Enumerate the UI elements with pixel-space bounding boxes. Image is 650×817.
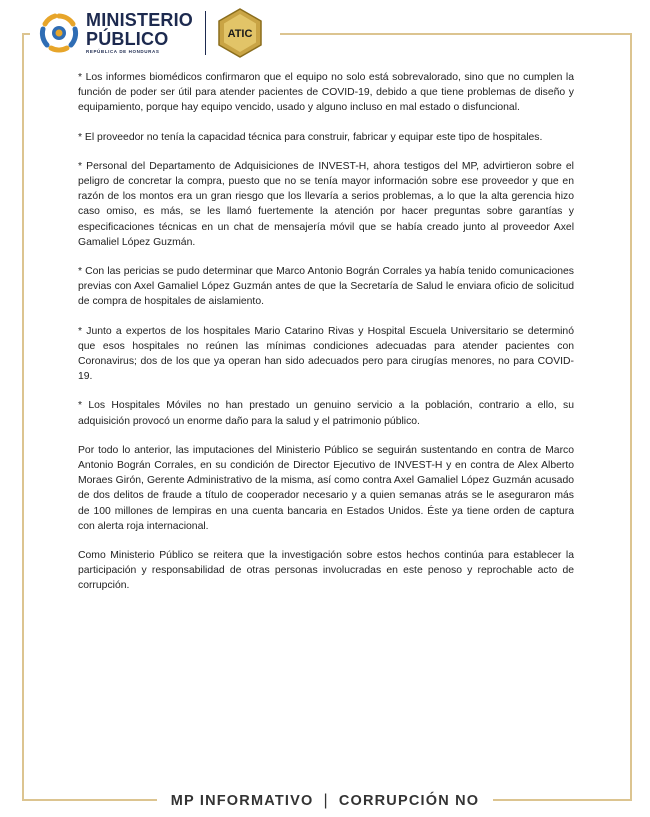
atic-badge-text: ATIC	[227, 28, 253, 40]
paragraph: * Personal del Departamento de Adquisiciones de INVEST-H, ahora testigos del MP, advirtieron sobre el peligro de concretar la compra, puesto que no se tenía mayor información sobre ese proveedor y que en razón de los montos era un gran riesgo que los llevaría a serios problemas, a lo que la alta gerencia hizo caso omiso, es más, se les llamó fuertemente la atención por hacer preguntas sobre garantías y especificaciones técnicas en un chat de mensajería móvil que se había creado junto al proveedor Axel Gamaliel López Guzmán.	[78, 160, 574, 248]
paragraph: * Los Hospitales Móviles no han prestado un genuino servicio a la población, contrario a ello, su adquisición provocó un enorme daño para la salud y el patrimonio público.	[78, 400, 574, 427]
footer-separator: |	[323, 792, 329, 809]
ministerio-publico-emblem-icon	[38, 12, 80, 54]
logo-divider	[205, 11, 206, 55]
org-subtitle: REPÚBLICA DE HONDURAS	[86, 49, 160, 55]
header-logos	[38, 8, 264, 58]
paragraph: * Con las pericias se pudo determinar que Marco Antonio Bográn Corrales ya había tenido comunicaciones previas con Axel Gamaliel López Guzmán antes de que la Secretaría de Salud le enviara oficio de solicitud de compra de hospitales de aislamiento.	[78, 266, 574, 308]
footer-right-label: CORRUPCIÓN NO	[338, 793, 480, 809]
org-name-line2: PÚBLICO	[86, 29, 169, 50]
paragraph: * El proveedor no tenía la capacidad técnica para construir, fabricar y equipar este tipo de hospitales.	[78, 131, 543, 143]
footer	[0, 787, 650, 815]
paragraph: * Los informes biomédicos confirmaron que el equipo no solo está sobrevalorado, sino que no cumplen la función de poder ser útil para atender pacientes de COVID-19, debido a que tiene problemas de diseño y equipamiento, porque hay equipo vencido, usado y alguno incluso en mal estado o disfuncional.	[78, 72, 574, 114]
paragraph: Como Ministerio Público se reitera que la investigación sobre estos hechos continúa para establecer la participación y responsabilidad de otras personas involucradas en este penoso y reprochable acto de corrupción.	[78, 550, 574, 592]
footer-left-label: MP INFORMATIVO	[170, 793, 314, 809]
footer-banner	[157, 792, 494, 810]
org-name-line1: MINISTERIO	[86, 10, 194, 31]
document-body	[78, 70, 574, 608]
paragraph: * Junto a expertos de los hospitales Mario Catarino Rivas y Hospital Escuela Universitario se determinó que esos hospitales no reúnen las mínimas condiciones adecuadas para atender pacientes con Coronavirus; dos de los que ya operan han sido adecuados pero para cirugías menores, no para COVID-19.	[78, 325, 574, 383]
atic-badge-icon	[216, 8, 264, 58]
paragraph: Por todo lo anterior, las imputaciones del Ministerio Público se seguirán sustentando en contra de Marco Antonio Bográn Corrales, en su condición de Director Ejecutivo de INVEST-H y en contra de Alex Alberto Moraes Girón, Gerente Administrativo de la misma, así como contra Axel Gamaliel López Guzmán acusado de dos delitos de fraude a título de cooperador necesario y a quien semanas atrás se le aseguraron más de 100 millones de lempiras en una cuenta bancaria en Estados Unidos. Éste ya tiene orden de captura con alerta roja internacional.	[78, 444, 574, 532]
